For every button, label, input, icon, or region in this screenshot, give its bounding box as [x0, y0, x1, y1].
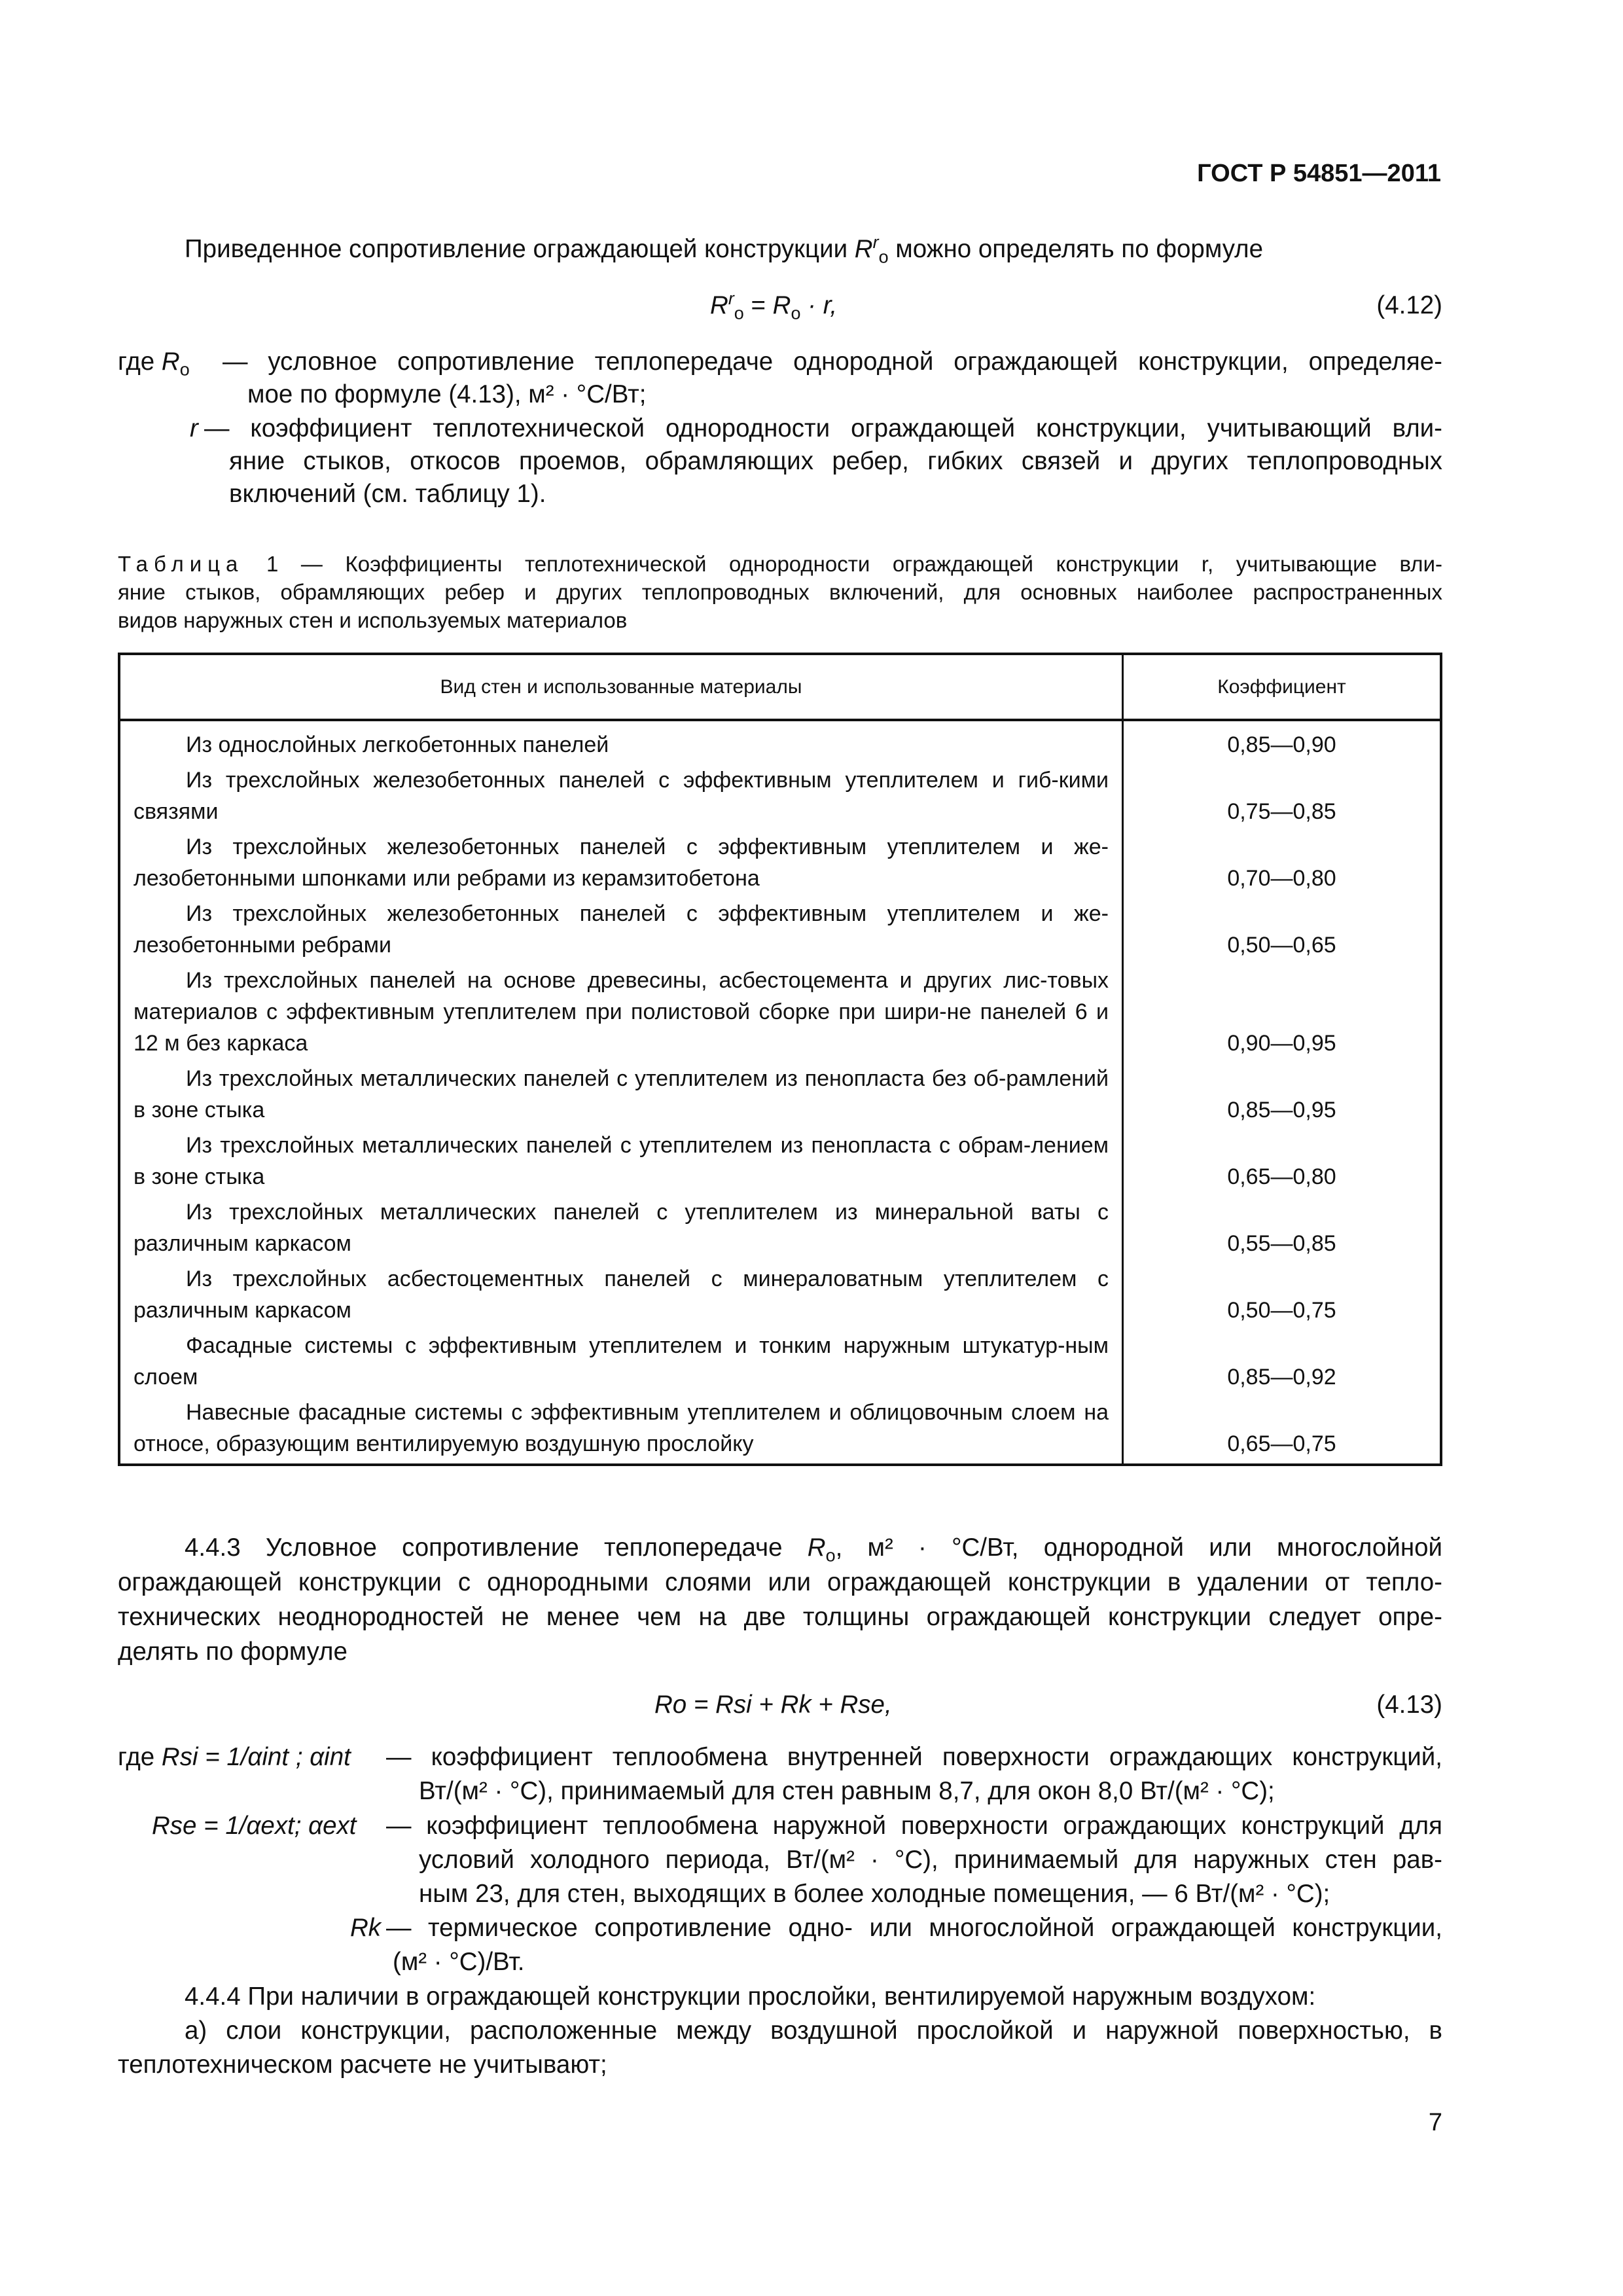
table-cell-desc: Из трехслойных железобетонных панелей с эффективным утеплителем и же-лезобетонными ребрами: [134, 901, 1109, 958]
table-cell-value: 0,50—0,65: [1227, 933, 1336, 958]
eq412-equals: =: [751, 291, 773, 319]
table-row: [119, 764, 1441, 831]
table-cell-value: 0,75—0,85: [1227, 799, 1336, 824]
table-header-wall-type: Вид стен и использованные материалы: [119, 654, 1123, 720]
table-cell-desc: Из трехслойных панелей на основе древесины, асбестоцемента и других лис-товых материалов с эффективным утеплителем при полистовой сборке при шири-не панелей 6 и 12 м без каркаса: [134, 968, 1109, 1056]
table-cell-desc: Из трехслойных металлических панелей с утеплителем из пенопласта с обрам-лением в зоне стыка: [134, 1133, 1109, 1189]
where2-rk-line1: — термическое сопротивление одно- или многослойной ограждающей конструкции,: [386, 1914, 1442, 1942]
where2-rk-line2: (м² · °С)/Вт.: [393, 1948, 525, 1976]
document-header: ГОСТ Р 54851—2011: [1197, 160, 1441, 187]
intro-pre: Приведенное сопротивление ограждающей конструкции: [185, 235, 848, 263]
table-row: [119, 965, 1441, 1063]
table-cell-desc: Из однослойных легкобетонных панелей: [186, 732, 609, 757]
p444-line1: 4.4.4 При наличии в ограждающей конструкции прослойки, вентилируемой наружным воздухом:: [185, 1982, 1316, 2011]
where2-lead: [118, 1741, 351, 1774]
table-cell-value: 0,90—0,95: [1227, 1031, 1336, 1056]
where2-rsi-line2: Вт/(м² · °С), принимаемый для стен равным 8,7, для окон 8,0 Вт/(м² · °С);: [419, 1777, 1275, 1805]
table-cell-value: 0,65—0,75: [1227, 1431, 1336, 1456]
equation-4-12: [710, 289, 972, 322]
intro-paragraph: [185, 233, 1441, 266]
eq412-lhs-sup: r: [728, 289, 734, 309]
p443-symbol: R: [807, 1534, 826, 1562]
table-cell-value: 0,50—0,75: [1227, 1298, 1336, 1323]
table-cell-value: 0,85—0,90: [1227, 732, 1336, 757]
table-cell-value: 0,85—0,92: [1227, 1365, 1336, 1390]
table-cell-desc: Фасадные системы с эффективным утеплителем и тонким наружным штукатур-ным слоем: [134, 1333, 1109, 1390]
where1-r-sym: r: [190, 414, 198, 442]
where1-ro-symbol: R: [161, 348, 180, 376]
where1-lead-word: где: [118, 348, 155, 376]
where1-ro-sub: о: [179, 359, 190, 380]
page-number: 7: [1428, 2109, 1442, 2136]
table-row: [119, 898, 1441, 965]
table-cell-value: 0,55—0,85: [1227, 1231, 1336, 1256]
table-row: [119, 1063, 1441, 1130]
eq412-r0-sub: о: [791, 303, 801, 323]
table-cell-desc: Из трехслойных асбестоцементных панелей с минераловатным утеплителем с различным каркасом: [134, 1266, 1109, 1323]
where1-ro-line1: — условное сопротивление теплопередаче однородной ограждающей конструкции, определяе-: [223, 348, 1442, 376]
table-caption-text1: 1 — Коэффициенты теплотехнической однородности ограждающей конструкции r, учитывающие вли-: [243, 552, 1442, 576]
where2-rse-line1: — коэффициент теплообмена наружной поверхности ограждающих конструкций для: [386, 1812, 1442, 1840]
table-row: [119, 1397, 1441, 1465]
p444-a-line1: а) слои конструкции, расположенные между воздушной прослойкой и наружной поверхностью, в: [185, 2017, 1442, 2045]
intro-symbol: R: [854, 235, 873, 263]
table-header-coefficient: Коэффициент: [1123, 654, 1442, 720]
where2-rse-symbol: Rse = 1/αext; αext: [152, 1812, 357, 1840]
eq412-lhs: R: [710, 291, 728, 319]
table-row: [119, 831, 1441, 898]
equation-number-4-13: (4.13): [1376, 1691, 1442, 1719]
table-row: [119, 1196, 1441, 1263]
eq412-r0: R: [772, 291, 791, 319]
where2-rsi-def: Rsi = 1/αint ; αint: [161, 1743, 351, 1771]
where1-lead: [118, 346, 190, 378]
p443-pre: 4.4.3 Условное сопротивление теплопередаче: [185, 1534, 783, 1562]
table-cell-desc: Из трехслойных металлических панелей с утеплителем из минеральной ваты с различным каркасом: [134, 1200, 1109, 1256]
coefficients-table: [118, 653, 1442, 1466]
p444-a-line2: теплотехническом расчете не учитывают;: [118, 2051, 607, 2079]
table-cell-value: 0,85—0,95: [1227, 1098, 1336, 1122]
p443-line2: ограждающей конструкции с однородными слоями или ограждающей конструкции в удалении от тепло-: [118, 1568, 1442, 1596]
where1-r-line2: яние стыков, откосов проемов, обрамляющих ребер, гибких связей и других теплопроводных: [229, 447, 1442, 475]
p443-line4: делять по формуле: [118, 1638, 348, 1666]
where1-r-line1: — коэффициент теплотехнической однородности ограждающей конструкции, учитывающий вли-: [204, 414, 1442, 442]
equation-4-13: [654, 1689, 982, 1721]
where2-rse-line2: условий холодного периода, Вт/(м² · °С), принимаемый для наружных стен рав-: [419, 1846, 1442, 1874]
table-row: [119, 1130, 1441, 1196]
table-caption-line1: [118, 550, 1442, 578]
p443-line1: [185, 1532, 1442, 1564]
where2-rk-def: [288, 1912, 381, 1945]
where2-rse-line3: ным 23, для стен, выходящих в более холодные помещения, — 6 Вт/(м² · °С);: [419, 1880, 1330, 1908]
intro-symbol-sup: r: [872, 232, 879, 253]
eq413-formula: Rо = Rsi + Rk + Rse,: [654, 1691, 892, 1719]
table-cell-desc: Из трехслойных металлических панелей с утеплителем из пенопласта без об-рамлений в зоне стыка: [134, 1066, 1109, 1122]
eq412-lhs-sub: о: [734, 303, 744, 323]
p443-line3: технических неоднородностей не менее чем на две толщины ограждающей конструкции следует опре-: [118, 1603, 1442, 1631]
p443-symbol-sub: о: [825, 1545, 836, 1566]
where2-lead-word: где: [118, 1743, 155, 1771]
eq412-tail: · r,: [808, 291, 838, 319]
table-row: [119, 720, 1441, 764]
where2-rk-symbol: Rk: [349, 1914, 381, 1942]
equation-number-4-12: (4.12): [1376, 291, 1442, 319]
where2-rse-def: [152, 1810, 356, 1842]
table-caption-label: Таблица: [118, 552, 244, 576]
table-cell-desc: Из трехслойных железобетонных панелей с эффективным утеплителем и же-лезобетонными шпонками или ребрами из керамзитобетона: [134, 834, 1109, 891]
intro-symbol-sub: о: [878, 247, 889, 267]
where1-r-line3: включений (см. таблицу 1).: [229, 480, 546, 508]
table-row: [119, 1263, 1441, 1330]
where2-rsi-line1: — коэффициент теплообмена внутренней поверхности ограждающих конструкций,: [386, 1743, 1442, 1771]
where1-ro-line2: мое по формуле (4.13), м² · °С/Вт;: [247, 380, 647, 408]
where1-r-symbol: [190, 412, 198, 445]
table-caption-line2: яние стыков, обрамляющих ребер и других теплопроводных включений, для основных наиболее распространенных: [118, 580, 1442, 604]
table-cell-desc: Навесные фасадные системы с эффективным утеплителем и облицовочным слоем на относе, образующим вентилируемую воздушную прослойку: [134, 1400, 1109, 1456]
table-cell-desc: Из трехслойных железобетонных панелей с эффективным утеплителем и гиб-кими связями: [134, 768, 1109, 824]
table-caption-line3: видов наружных стен и используемых материалов: [118, 608, 628, 632]
table-row: [119, 1330, 1441, 1397]
table-cell-value: 0,70—0,80: [1227, 866, 1336, 891]
table-cell-value: 0,65—0,80: [1227, 1164, 1336, 1189]
p443-post: , м² · °С/Вт, однородной или многослойной: [835, 1534, 1442, 1562]
intro-post: можно определять по формуле: [895, 235, 1264, 263]
